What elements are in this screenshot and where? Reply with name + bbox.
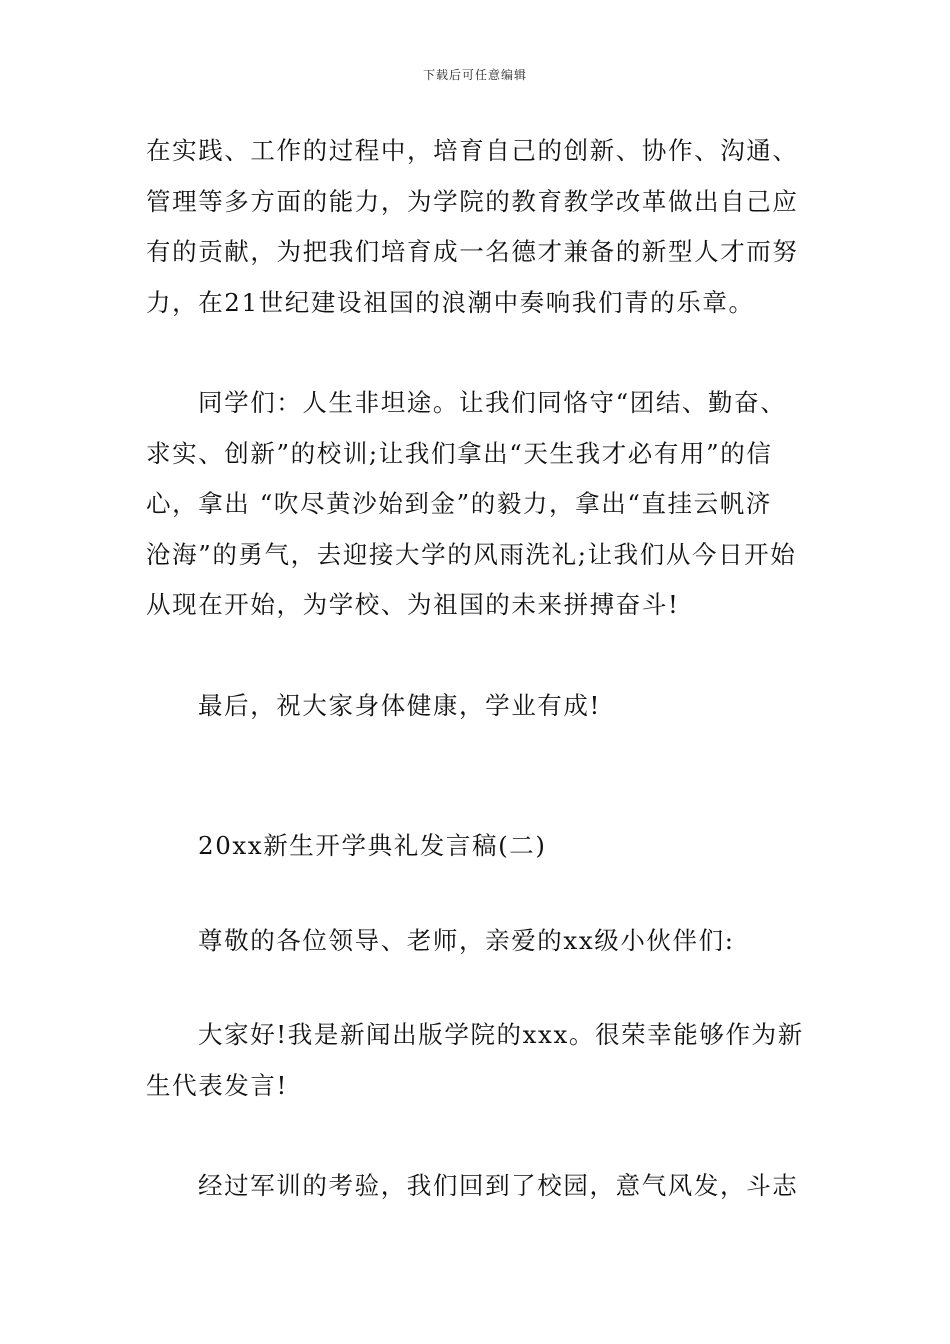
text-line: 力，在21世纪建设祖国的浪潮中奏响我们青的乐章。 [146,287,755,317]
paragraph-salutation: 尊敬的各位领导、老师，亲爱的xx级小伙伴们: [198,925,735,955]
text-line: 沧海”的勇气，去迎接大学的风雨洗礼;让我们从今日开始 [146,539,797,569]
document-body [146,126,808,1212]
paragraph-gap [146,872,808,916]
paragraph-2 [146,378,808,631]
text-line: 求实、创新”的校训;让我们拿出“天生我才必有用”的信 [146,438,773,468]
section-heading: 20xx新生开学典礼发言稿(二) [198,831,547,860]
paragraph-gap [146,631,808,681]
text-line: 在实践、工作的过程中，培育自己的创新、协作、沟通、 [146,136,799,165]
text-line: 有的贡献，为把我们培育成一名德才兼备的新型人才而努 [146,237,799,266]
paragraph-gap [146,1111,808,1161]
paragraph-6: 经过军训的考验，我们回到了校园，意气风发，斗志 [198,1171,799,1200]
paragraph-gap [146,328,808,378]
paragraph-1 [146,126,808,328]
text-line: 生代表发言! [146,1070,288,1100]
page-header-note: 下载后可任意编辑 [422,68,527,82]
text-line: 心，拿出 “吹尽黄沙始到金”的毅力，拿出“直挂云帆济 [146,489,772,518]
section-gap [146,731,808,821]
text-line: 同学们：人生非坦途。让我们同恪守“团结、勤奋、 [198,388,787,417]
paragraph-gap [146,966,808,1010]
text-line: 大家好!我是新闻出版学院的xxx。很荣幸能够作为新 [198,1020,804,1049]
paragraph-5 [146,1010,808,1111]
text-line: 从现在开始，为学校、为祖国的未来拼搏奋斗! [146,590,680,619]
text-line: 管理等多方面的能力，为学院的教育教学改革做出自己应 [146,186,799,216]
paragraph-3: 最后，祝大家身体健康，学业有成! [198,690,601,720]
